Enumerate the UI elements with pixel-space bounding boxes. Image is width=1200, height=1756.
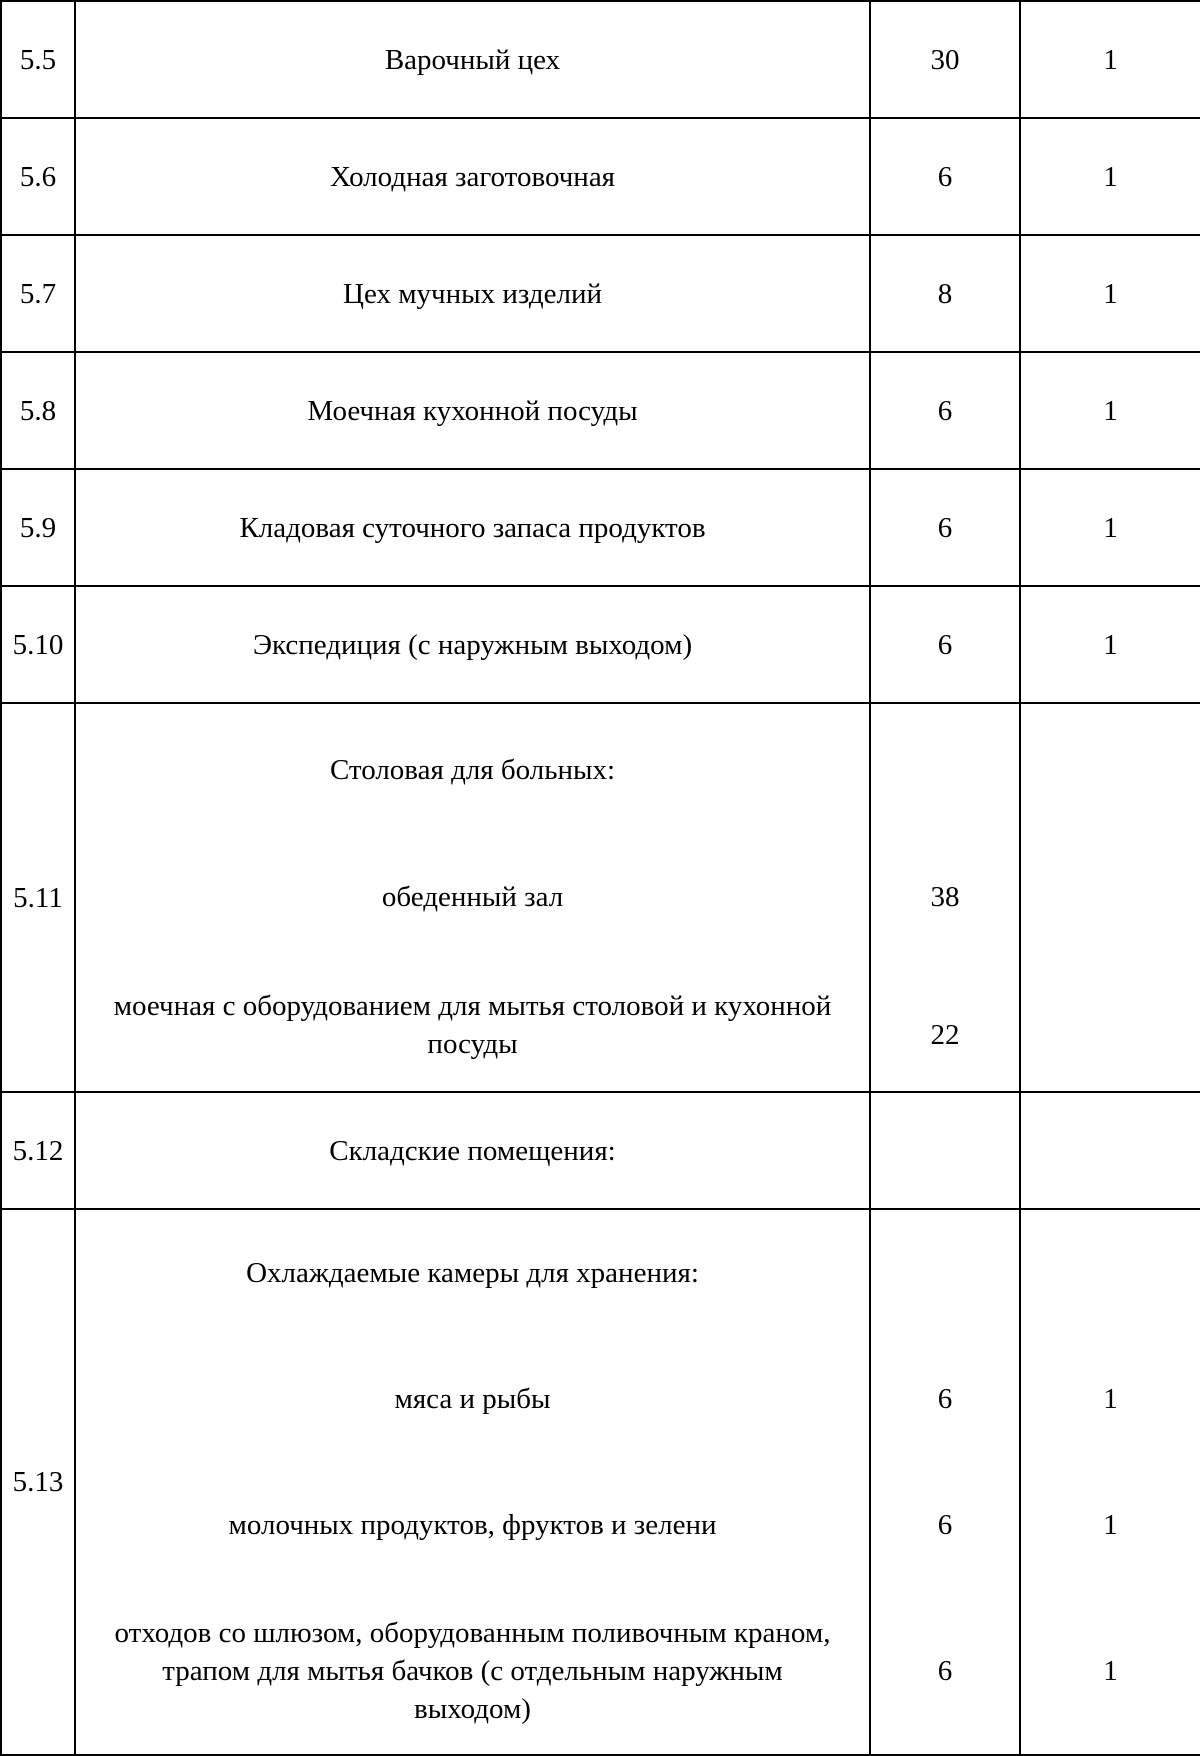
area-value: 6: [870, 586, 1020, 703]
premise-name: Кладовая суточного запаса продуктов: [75, 469, 870, 586]
table-row: [1, 586, 1200, 703]
empty-cell: [871, 1218, 1019, 1328]
row-number: 5.13: [1, 1209, 75, 1755]
premise-name: молочных продуктов, фруктов и зелени: [228, 1509, 717, 1541]
area-value: 22: [930, 1018, 960, 1051]
premise-name: Экспедиция (с наружным выходом): [75, 586, 870, 703]
area-value: 30: [870, 1, 1020, 118]
table-row: [1, 1, 1200, 118]
row-number: 5.7: [1, 235, 75, 352]
area-value: 38: [930, 881, 960, 914]
table-row: [1, 235, 1200, 352]
premise-name: обеденный зал: [381, 881, 564, 914]
area-value: 6: [937, 1655, 953, 1687]
premise-name: отходов со шлюзом, оборудованным поливочным краном, трапом для мытья бачков (с отдельным наружным выходом): [114, 1617, 831, 1725]
row-number: 5.11: [1, 703, 75, 1092]
premise-name: Холодная заготовочная: [75, 118, 870, 235]
table-row: [1, 703, 1200, 1092]
area-group: [870, 1209, 1020, 1755]
count-value: 1: [1020, 118, 1200, 235]
group-title: Столовая для больных:: [329, 754, 616, 787]
premise-name: Складские помещения:: [75, 1092, 870, 1209]
row-number: 5.10: [1, 586, 75, 703]
empty-cell: [1021, 1218, 1200, 1328]
count-value: 1: [1020, 352, 1200, 469]
count-value: [1021, 965, 1200, 1085]
table-row: [1, 1092, 1200, 1209]
area-value: 6: [870, 118, 1020, 235]
count-value: 1: [1020, 586, 1200, 703]
empty-cell: [1021, 710, 1200, 830]
count-group: [1020, 1209, 1200, 1755]
table-row: [1, 1209, 1200, 1755]
count-value: 1: [1103, 1383, 1118, 1415]
premise-name-group: [75, 1209, 870, 1755]
area-value: 6: [870, 469, 1020, 586]
premise-name: Моечная кухонной посуды: [75, 352, 870, 469]
premise-name: моечная с оборудованием для мытья столовой и кухонной посуды: [113, 989, 832, 1060]
count-value: 1: [1103, 1655, 1118, 1687]
table-row: [1, 469, 1200, 586]
group-title: Охлаждаемые камеры для хранения:: [246, 1257, 699, 1289]
count-value: 1: [1020, 1, 1200, 118]
count-value: 1: [1020, 235, 1200, 352]
area-value: 6: [870, 352, 1020, 469]
count-value: 1: [1020, 469, 1200, 586]
count-group: [1020, 703, 1200, 1092]
row-number: 5.5: [1, 1, 75, 118]
empty-cell: [871, 710, 1019, 830]
area-value: [870, 1092, 1020, 1209]
area-value: 8: [870, 235, 1020, 352]
premise-name: мяса и рыбы: [394, 1383, 551, 1415]
premise-name: Варочный цех: [75, 1, 870, 118]
area-group: [870, 703, 1020, 1092]
premise-name: Цех мучных изделий: [75, 235, 870, 352]
count-value: [1020, 1092, 1200, 1209]
count-value: 1: [1103, 1509, 1118, 1541]
premise-name-group: [75, 703, 870, 1092]
area-value: 6: [937, 1509, 953, 1541]
row-number: 5.9: [1, 469, 75, 586]
row-number: 5.6: [1, 118, 75, 235]
row-number: 5.8: [1, 352, 75, 469]
area-value: 6: [937, 1383, 953, 1415]
table-row: [1, 352, 1200, 469]
count-value: [1021, 842, 1200, 952]
table-row: [1, 118, 1200, 235]
row-number: 5.12: [1, 1092, 75, 1209]
